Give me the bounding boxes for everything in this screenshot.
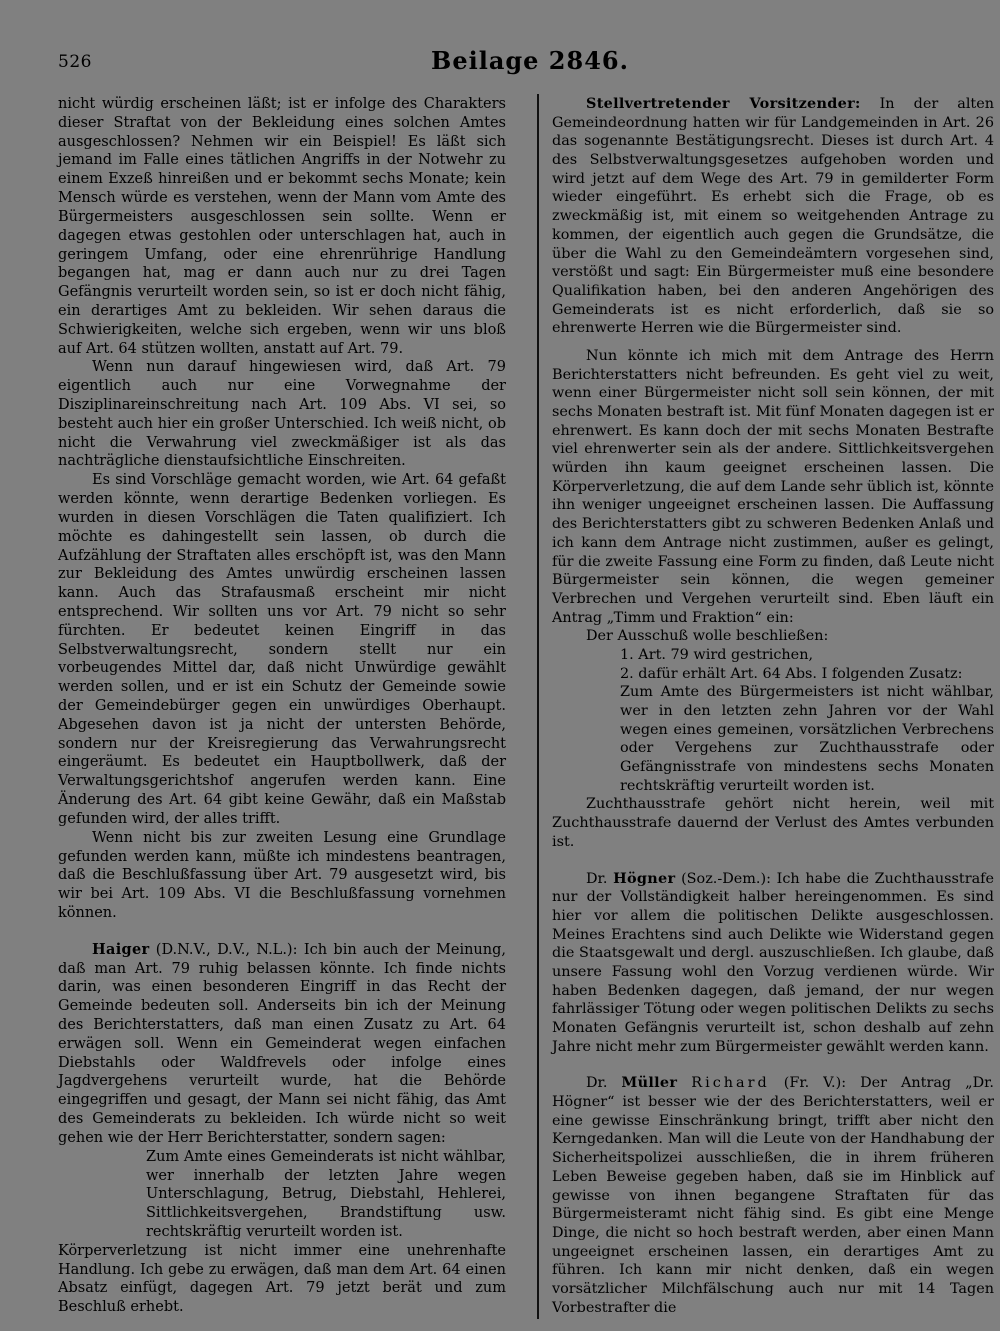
page-number: 526	[58, 52, 92, 72]
motion-intro: Der Ausschuß wolle beschließen:	[586, 628, 829, 645]
speaker-name: Högner	[613, 869, 676, 887]
speaker-name: Stellvertretender Vorsitzender:	[586, 95, 861, 112]
speech-text: In der alten Gemeindeordnung hatten wir für Landgemeinden in Art. 26 das sogenannte Bestätigungsrecht. Dieses ist durch Art. 4 des Selbstverwaltungsgesetzes aufgehoben worden und wird jetzt auf dem Wege des Art. 79 in gemilderter Form wieder eingeführt. Es erhebt sich die Frage, ob es zweckmäßig ist, mit einem so weitgehenden Antrage zu kommen, der eigentlich auch gegen die Grundsätze, die über die Wahl zu den Gemeindeämtern vorgesehen sind, verstößt und sagt: Ein Bürgermeister muß eine besondere Qualifikation haben, bei den anderen Angehörigen des Gemeinderats ist es nicht erforderlich, daß sie so ehrenwerte Herren wie die Bürgermeister sind.	[552, 96, 994, 337]
speech-text: Ich bin auch der Meinung, daß man Art. 79 ruhig belassen könnte. Ich finde nichts darin, was einen besonderen Eingriff in das Recht der Gemeinde bedeuten soll. Anderseits bin ich der Meinung des Berichterstatters, daß man einen Zusatz zu Art. 64 erwägen soll. Wenn ein Gemeinderat wegen einfachen Diebstahls oder Waldfrevels oder infolge eines Jagdvergehens verurteilt wurde, hat die Behörde eingegriffen und gesagt, der Mann sei nicht fähig, das Amt des Gemeinderats zu bekleiden. Ich würde nicht so weit gehen wie der Herr Berichterstatter, sondern sagen:	[58, 941, 506, 1146]
paragraph: Es sind Vorschläge gemacht worden, wie Art. 64 gefaßt werden könnte, wenn derartige Bedenken vorliegen. Es wurden in diesen Vorschlägen die Taten qualifiziert. Ich möchte es dahingestellt sein lassen, ob durch die Aufzählung der Straftaten alles erschöpft ist, was den Mann zur Bekleidung des Amtes unwürdig erscheinen lassen kann. Auch das Strafausmaß erscheint mir nicht entsprechend. Wir sollten uns vor Art. 79 nicht so sehr fürchten. Er bedeutet keinen Eingriff in das Selbstverwaltungsrecht, sondern stellt nur ein vorbeugendes Mittel dar, daß nicht Unwürdige gewählt werden sollen, und er ist ein Schutz der Gemeinde sowie der Gemeindebürger gegen ein unwürdiges Oberhaupt. Abgesehen davon ist ja nicht der untersten Behörde, sondern nur der Kreisregierung das Verwahrungsrecht eingeräumt. Es bedeutet ein Hauptbollwerk, daß der Verwaltungsgerichtshof angerufen werden kann. Eine Änderung des Art. 64 gibt keine Gewähr, daß ein Maßstab gefunden wird, der alles trifft.	[58, 472, 506, 827]
speaker-party: (Fr. V.):	[769, 1075, 861, 1092]
quoted-proposal: Zum Amte des Bürgermeisters ist nicht wählbar, wer in den letzten zehn Jahren vor der Wahl wegen eines gemeinen, vorsätzlichen Verbrechens oder Vergehens zur Zuchthausstrafe oder Gefängnisstrafe von mindestens sechs Monaten rechtskräftig verurteilt worden ist.	[620, 684, 994, 794]
speaker-party: (D.N.V., D.V., N.L.):	[149, 941, 304, 958]
speaker-name: Müller	[621, 1074, 678, 1092]
spacer	[552, 338, 994, 347]
speaker-party: (Soz.-Dem.):	[675, 870, 777, 887]
page-title: Beilage 2846.	[431, 46, 629, 75]
speaker-title: Dr.	[586, 870, 614, 887]
spacer	[58, 923, 506, 941]
paragraph: Nun könnte ich mich mit dem Antrage des Herrn Berichterstatters nicht befreunden. Es geht viel zu weit, wenn einer Bürgermeister nicht soll sein können, der mit sechs Monaten bestraft ist. Mit fünf Monaten dagegen ist er ehrenwert. Es kann doch der mit sechs Monaten Bestrafte viel ehrenwerter sein als der andere. Sittlichkeitsvergehen würden ihn kaum geeignet erscheinen lassen. Die Körperverletzung, die auf dem Lande sehr üblich ist, könnte ihn weniger ungeeignet erscheinen lassen. Die Auffassung des Berichterstatters gibt zu schweren Bedenken Anlaß und ich kann dem Antrage nicht zustimmen, außer es gelingt, für die zweite Fassung eine Form zu finden, daß Leute nicht Bürgermeister sein können, die wegen gemeiner Verbrechen und Vergehen verurteilt sind. Eben läuft ein Antrag „Timm und Fraktion“ ein:	[552, 347, 994, 626]
speaker-name: Haiger	[92, 940, 150, 958]
spacer	[552, 1056, 994, 1074]
paragraph: Zuchthausstrafe gehört nicht herein, weil mit Zuchthausstrafe dauernd der Verlust des Amtes verbunden ist.	[552, 796, 994, 850]
speaker-first-name: Richard	[691, 1075, 770, 1092]
speaker-title: Dr.	[586, 1075, 622, 1092]
paragraph: nicht würdig erscheinen läßt; ist er infolge des Charakters dieser Straftat von der Bekleidung eines solchen Amtes ausgeschlossen? Nehmen wir ein Beispiel! Es läßt sich jemand im Falle eines tätlichen Angriffs in der Notwehr zu einem Exzeß hinreißen und er bekommt sechs Monate; kein Mensch würde es verstehen, wenn der Mann vom Amte des Bürgermeisters ausgeschlossen sein sollte. Wenn er dagegen etwas gestohlen oder unterschlagen hat, auch in geringem Umfang, oder eine ehrenrührige Handlung begangen hat, mag er dann auch nur zu drei Tagen Gefängnis verurteilt worden sein, so ist er doch nicht fähig, ein derartiges Amt zu bekleiden. Wir sehen daraus die Schwierigkeiten, welche sich ergeben, wenn wir uns bloß auf Art. 64 stützen wollten, anstatt auf Art. 79.	[58, 96, 506, 357]
motion-item: 1. Art. 79 wird gestrichen,	[620, 646, 814, 663]
right-column	[552, 95, 994, 1317]
paragraph: Körperverletzung ist nicht immer eine unehrenhafte Handlung. Ich gebe zu erwägen, daß man dem Art. 64 einen Absatz einfügt, dagegen Art. 79 jetzt berät und zum Beschluß erhebt.	[58, 1242, 506, 1316]
speech-hoegner	[552, 870, 994, 1057]
speech-text: Ich habe die Zuchthausstrafe nur der Vollständigkeit halber hereingenommen. Es sind hier vor allem die politischen Delikte ausgeschlossen. Meines Erachtens sind auch Delikte wie Widerstand gegen die Staatsgewalt und dergl. auszuschließen. Ich glaube, daß unsere Fassung wohl den Vorzug verdienen würde. Wir haben Bedenken dagegen, daß jemand, der nur wegen fahrlässiger Tötung oder wegen politischen Delikts zu sechs Monaten Gefängnis verurteilt ist, schon deshalb auf zehn Jahre nicht mehr zum Bürgermeister gewählt werden kann.	[552, 870, 994, 1055]
left-column	[58, 95, 506, 1317]
speech-stellvertreter	[552, 95, 994, 338]
speech-text: Der Antrag „Dr. Högner“ ist besser wie der des Berichterstatters, weil er eine gewisse Einschränkung bringt, trifft aber nicht den Kerngedanken. Man will die Leute von der Handhabung der Sicherheitspolizei ausschließen, die in ihrem früheren Leben Beweise gegeben haben, daß sie im Hinblick auf gewisse von ihnen begangene Straftaten für das Bürgermeisteramt nicht fähig sind. Es gibt eine Menge Dinge, die nicht so hoch bestraft werden, aber einen Mann ungeeignet erscheinen lassen, ein derartiges Amt zu führen. Ich kann mir nicht denken, daß ein wegen vorsätzlicher Milchfälschung auch nur mit 14 Tagen Vorbestrafter die	[552, 1075, 994, 1316]
motion-item: 2. dafür erhält Art. 64 Abs. I folgenden Zusatz:	[620, 665, 963, 682]
paragraph: Wenn nicht bis zur zweiten Lesung eine Grundlage gefunden werden kann, müßte ich mindestens beantragen, daß die Beschlußfassung über Art. 79 ausgesetzt wird, bis wir bei Art. 109 Abs. VI die Beschlußfassung vornehmen können.	[58, 829, 506, 921]
paragraph: Wenn nun darauf hingewiesen wird, daß Art. 79 eigentlich auch nur eine Vorwegnahme der Disziplinareinschreitung nach Art. 109 Abs. VI sei, so besteht auch hier ein großer Unterschied. Ich weiß nicht, ob nicht die Verwahrung viel zweckmäßiger ist als das nachträgliche dienstaufsichtliche Einschreiten.	[58, 359, 506, 470]
speech-haiger	[58, 941, 506, 1148]
quoted-proposal: Zum Amte eines Gemeinderats ist nicht wählbar, wer innerhalb der letzten Jahre wegen Unterschlagung, Betrug, Diebstahl, Hehlerei, Sittlichkeitsvergehen, Brandstiftung usw. rechtskräftig verurteilt worden ist.	[146, 1148, 506, 1240]
spacer	[552, 852, 994, 870]
column-divider	[537, 94, 539, 1319]
speech-mueller	[552, 1074, 994, 1317]
